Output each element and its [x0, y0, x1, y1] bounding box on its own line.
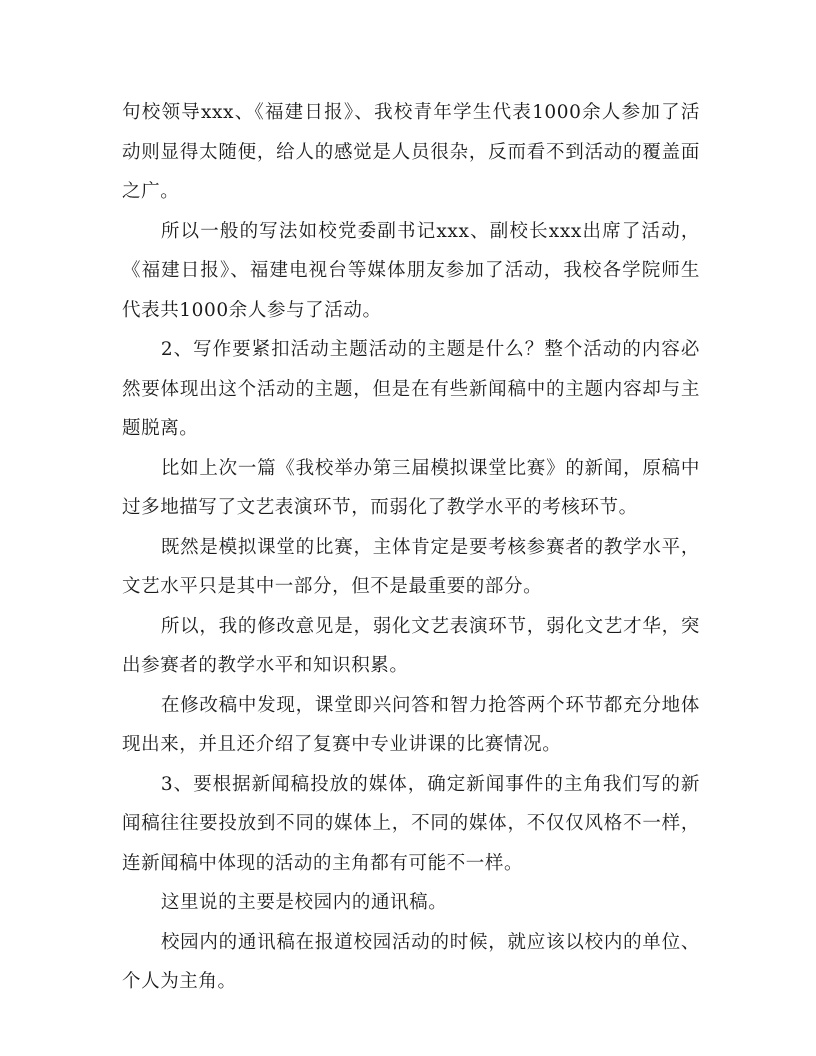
paragraph-3: 2、写作要紧扣活动主题活动的主题是什么？整个活动的内容必然要体现出这个活动的主题，但是在有些新闻稿中的主题内容却与主题脱离。: [122, 339, 700, 439]
paragraph-10: 校园内的通讯稿在报道校园活动的时候，就应该以校内的单位、个人为主角。: [122, 931, 700, 992]
paragraph-4: 比如上次一篇《我校举办第三届模拟课堂比赛》的新闻，原稿中过多地描写了文艺表演环节，而弱化了教学水平的考核环节。: [122, 457, 700, 518]
paragraph-1: 句校领导xxx、《福建日报》、我校青年学生代表1000余人参加了活动则显得太随便，给人的感觉是人员很杂，反而看不到活动的覆盖面之广。: [122, 102, 700, 202]
paragraph-2: 所以一般的写法如校党委副书记xxx、副校长xxx出席了活动，《福建日报》、福建电视台等媒体朋友参加了活动，我校各学院师生代表共1000余人参与了活动。: [122, 220, 700, 321]
paragraph-5: 既然是模拟课堂的比赛，主体肯定是要考核参赛者的教学水平，文艺水平只是其中一部分，但不是最重要的部分。: [122, 536, 700, 597]
paragraph-9: 这里说的主要是校园内的通讯稿。: [160, 892, 448, 913]
paragraph-8: 3、要根据新闻稿投放的媒体，确定新闻事件的主角我们写的新闻稿往往要投放到不同的媒体上，不同的媒体，不仅仅风格不一样，连新闻稿中体现的活动的主角都有可能不一样。: [122, 773, 700, 874]
document-page: [122, 93, 700, 1002]
paragraph-7: 在修改稿中发现，课堂即兴问答和智力抢答两个环节都充分地体现出来，并且还介绍了复赛中专业讲课的比赛情况。: [122, 694, 700, 755]
paragraph-6: 所以，我的修改意见是，弱化文艺表演环节，弱化文艺才华，突出参赛者的教学水平和知识积累。: [122, 615, 700, 676]
